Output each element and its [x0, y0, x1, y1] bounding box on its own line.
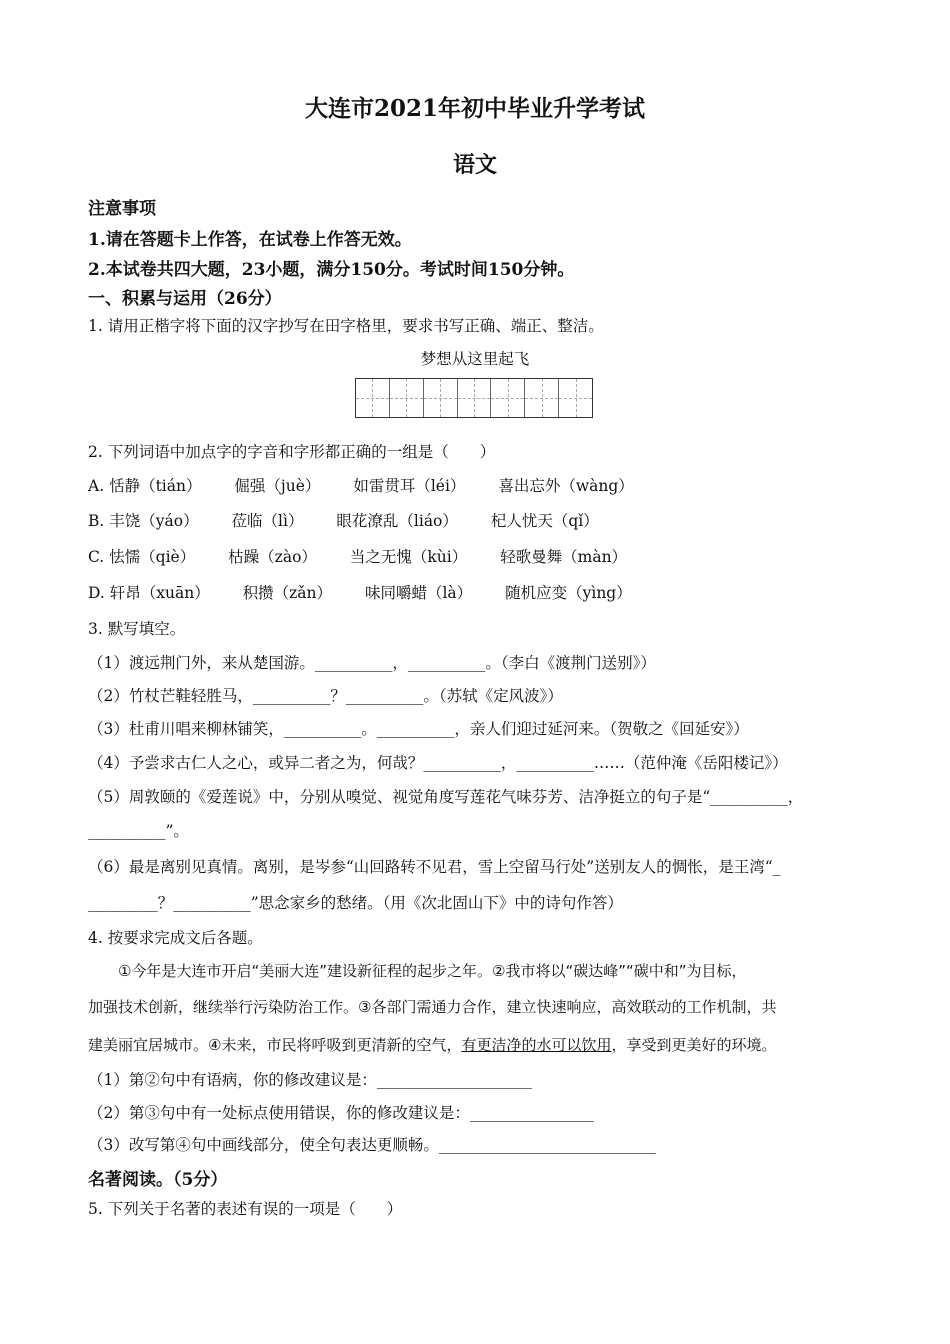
grid-cell[interactable]	[525, 379, 559, 417]
passage-text: ，享受到更美好的环境。	[611, 1036, 777, 1054]
option-label: A.	[88, 477, 105, 495]
option-d	[88, 581, 862, 603]
dictation-6a: （6）最是离别见真情。离别，是岑参“山回路转不见君，雪上空留马行处”送别友人的惆怅，是王湾“_	[88, 858, 781, 876]
question-3-text: 3. 默写填空。	[88, 620, 186, 638]
section-2-heading: 名著阅读。（5分）	[88, 1170, 228, 1190]
option-word: 如雷贯耳（léi）	[353, 477, 466, 495]
notice-item-1: 1.请在答题卡上作答，在试卷上作答无效。	[88, 230, 412, 250]
answer-prompt-2: （2）第③句中有一处标点使用错误，你的修改建议是：________________	[88, 1104, 594, 1122]
option-word: 丰饶（yáo）	[109, 512, 199, 530]
grid-cell[interactable]	[424, 379, 458, 417]
option-word: 轻歌曼舞（màn）	[500, 548, 628, 566]
option-c	[88, 545, 862, 567]
dictation-5a: （5）周敦颐的《爱莲说》中，分别从嗅觉、视觉角度写莲花气味芬芳、洁净挺立的句子是“__________，	[88, 788, 804, 806]
grid-cell[interactable]	[458, 379, 492, 417]
option-word: 莅临（lì）	[231, 512, 304, 530]
page-subtitle: 语文	[452, 152, 497, 178]
dictation-4: （4）予尝求古仁人之心，或异二者之为，何哉？__________，__________……（范仲淹《岳阳楼记》）	[88, 754, 788, 772]
option-label: C.	[88, 548, 105, 566]
notice-heading: 注意事项	[88, 199, 156, 219]
option-word: 积攒（zǎn）	[242, 584, 333, 602]
tianzige-grid[interactable]	[355, 378, 593, 418]
option-word: 轩昂（xuān）	[109, 584, 210, 602]
option-word: 枯躁（zào）	[228, 548, 317, 566]
option-word: 味同嚼蜡（là）	[364, 584, 473, 602]
question-4-text: 4. 按要求完成文后各题。	[88, 929, 263, 947]
option-word: 恬静（tián）	[109, 477, 202, 495]
underlined-phrase: 有更洁净的水可以饮用	[461, 1036, 612, 1054]
answer-prompt-3: （3）改写第④句中画线部分，使全句表达更顺畅。____________________________	[88, 1136, 656, 1154]
option-label: D.	[88, 584, 105, 602]
option-label: B.	[88, 512, 105, 530]
dictation-3: （3）杜甫川唱来柳林铺笑，__________。__________，亲人们迎过延河来。（贺敬之《回延安》）	[88, 720, 749, 738]
passage-line-2: 加强技术创新，继续举行污染防治工作。③各部门需通力合作，建立快速响应，高效联动的工作机制，共	[88, 998, 777, 1016]
option-word: 当之无愧（kùi）	[349, 548, 468, 566]
answer-prompt-1: （1）第②句中有语病，你的修改建议是：____________________	[88, 1071, 532, 1089]
dictation-5b: __________”。	[88, 822, 189, 840]
option-word: 随机应变（yìng）	[505, 584, 632, 602]
section-1-heading: 一、积累与运用（26分）	[88, 289, 282, 309]
question-1-text: 1. 请用正楷字将下面的汉字抄写在田字格里，要求书写正确、端正、整洁。	[88, 317, 604, 335]
option-word: 喜出忘外（wàng）	[498, 477, 634, 495]
grid-cell[interactable]	[491, 379, 525, 417]
dictation-6b: _________？__________”思念家乡的愁绪。（用《次北固山下》中的诗句作答）	[88, 894, 623, 912]
question-2-text: 2. 下列词语中加点字的字音和字形都正确的一组是（ ）	[88, 443, 496, 461]
option-word: 倔强（juè）	[234, 477, 321, 495]
grid-cell[interactable]	[559, 379, 592, 417]
option-a	[88, 474, 862, 496]
copy-phrase: 梦想从这里起飞	[420, 350, 530, 368]
option-word: 杞人忧天（qǐ）	[490, 512, 599, 530]
question-5-text: 5. 下列关于名著的表述有误的一项是（ ）	[88, 1200, 403, 1218]
passage-line-3	[88, 1034, 862, 1055]
option-word: 眼花潦乱（liáo）	[336, 512, 458, 530]
grid-cell[interactable]	[390, 379, 424, 417]
passage-text: 建美丽宜居城市。④未来，市民将呼吸到更清新的空气，	[88, 1036, 462, 1054]
passage-line-1: ①今年是大连市开启“美丽大连”建设新征程的起步之年。②我市将以“碳达峰”“碳中和”为目标，	[118, 962, 747, 980]
option-b	[88, 509, 862, 531]
option-word: 怯懦（qiè）	[109, 548, 196, 566]
grid-cell[interactable]	[356, 379, 390, 417]
dictation-2: （2）竹杖芒鞋轻胜马，__________？__________。（苏轼《定风波》）	[88, 687, 563, 705]
dictation-1: （1）渡远荆门外，来从楚国游。__________，__________。（李白《渡荆门送别》）	[88, 654, 656, 672]
page-title: 大连市2021年初中毕业升学考试	[304, 95, 645, 122]
notice-item-2: 2.本试卷共四大题，23小题，满分150分。考试时间150分钟。	[88, 260, 575, 280]
